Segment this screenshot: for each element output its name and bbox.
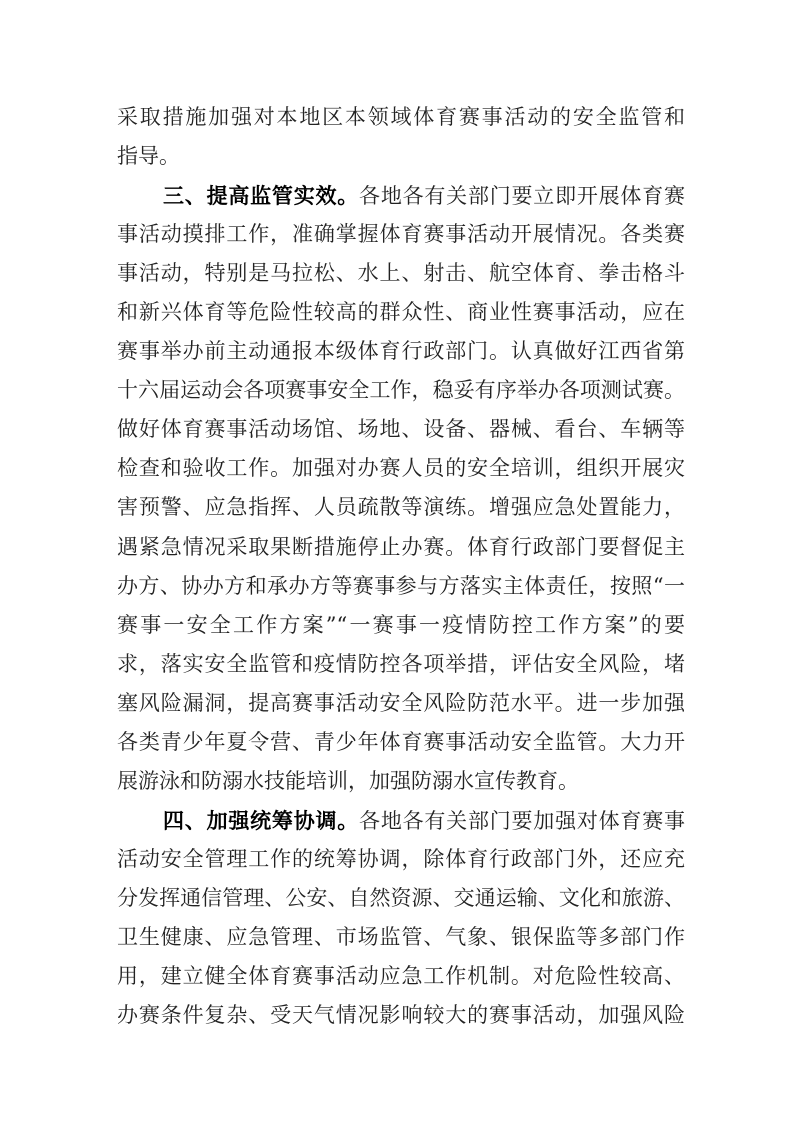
text-line <box>117 762 685 801</box>
line-text: 赛事举办前主动通报本级体育行政部门。认真做好江西省第 <box>117 339 685 364</box>
text-line <box>117 957 685 996</box>
text-line <box>117 801 685 840</box>
line-text: 活动安全管理工作的统筹协调，除体育行政部门外，还应充 <box>117 846 685 871</box>
line-text: 各地各有关部门要立即开展体育赛 <box>359 184 686 209</box>
text-line <box>117 488 685 527</box>
document-body <box>117 98 685 1035</box>
line-text: 求，落实安全监管和疫情防控各项举措，评估安全风险，堵 <box>117 651 685 676</box>
text-line <box>117 410 685 449</box>
line-text: 事活动，特别是马拉松、水上、射击、航空体育、拳击格斗 <box>117 261 685 286</box>
line-text: 卫生健康、应急管理、市场监管、气象、银保监等多部门作 <box>117 924 685 949</box>
text-line <box>117 528 685 567</box>
line-text: 各类青少年夏令营、青少年体育赛事活动安全监管。大力开 <box>117 729 685 754</box>
line-text: 做好体育赛事活动场馆、场地、设备、器械、看台、车辆等 <box>117 417 685 442</box>
text-line <box>117 879 685 918</box>
text-line <box>117 371 685 410</box>
text-line <box>117 293 685 332</box>
line-text: 害预警、应急指挥、人员疏散等演练。增强应急处置能力， <box>117 495 685 520</box>
line-text: 赛事一安全工作方案”“一赛事一疫情防控工作方案”的要 <box>117 612 685 637</box>
text-line <box>117 840 685 879</box>
text-line <box>117 176 685 215</box>
line-text: 检查和验收工作。加强对办赛人员的安全培训，组织开展灾 <box>117 456 685 481</box>
text-line <box>117 606 685 645</box>
line-text: 塞风险漏洞，提高赛事活动安全风险防范水平。进一步加强 <box>117 690 685 715</box>
text-line <box>117 254 685 293</box>
text-line <box>117 567 685 606</box>
text-line <box>117 996 685 1035</box>
section-heading: 三、提高监管实效。 <box>163 183 360 209</box>
line-text: 事活动摸排工作，准确掌握体育赛事活动开展情况。各类赛 <box>117 222 685 247</box>
text-line <box>117 684 685 723</box>
text-line <box>117 645 685 684</box>
line-text: 和新兴体育等危险性较高的群众性、商业性赛事活动，应在 <box>117 300 685 325</box>
text-line <box>117 215 685 254</box>
line-text: 分发挥通信管理、公安、自然资源、交通运输、文化和旅游、 <box>117 885 685 910</box>
line-text: 采取措施加强对本地区本领域体育赛事活动的安全监管和 <box>117 105 685 129</box>
text-line <box>117 98 685 137</box>
text-line <box>117 449 685 488</box>
line-text: 办赛条件复杂、受天气情况影响较大的赛事活动，加强风险 <box>117 1003 685 1028</box>
line-text: 展游泳和防溺水技能培训，加强防溺水宣传教育。 <box>117 768 579 793</box>
line-text: 办方、协办方和承办方等赛事参与方落实主体责任，按照“一 <box>117 573 685 598</box>
line-text: 指导。 <box>117 144 180 169</box>
text-line <box>117 332 685 371</box>
text-line <box>117 918 685 957</box>
line-text: 遇紧急情况采取果断措施停止办赛。体育行政部门要督促主 <box>117 534 685 559</box>
section-heading: 四、加强统筹协调。 <box>163 807 360 833</box>
line-text: 十六届运动会各项赛事安全工作，稳妥有序举办各项测试赛。 <box>117 378 685 403</box>
text-line <box>117 723 685 762</box>
line-text: 用，建立健全体育赛事活动应急工作机制。对危险性较高、 <box>117 964 685 989</box>
line-text: 各地各有关部门要加强对体育赛事 <box>359 808 686 833</box>
text-line <box>117 137 685 176</box>
